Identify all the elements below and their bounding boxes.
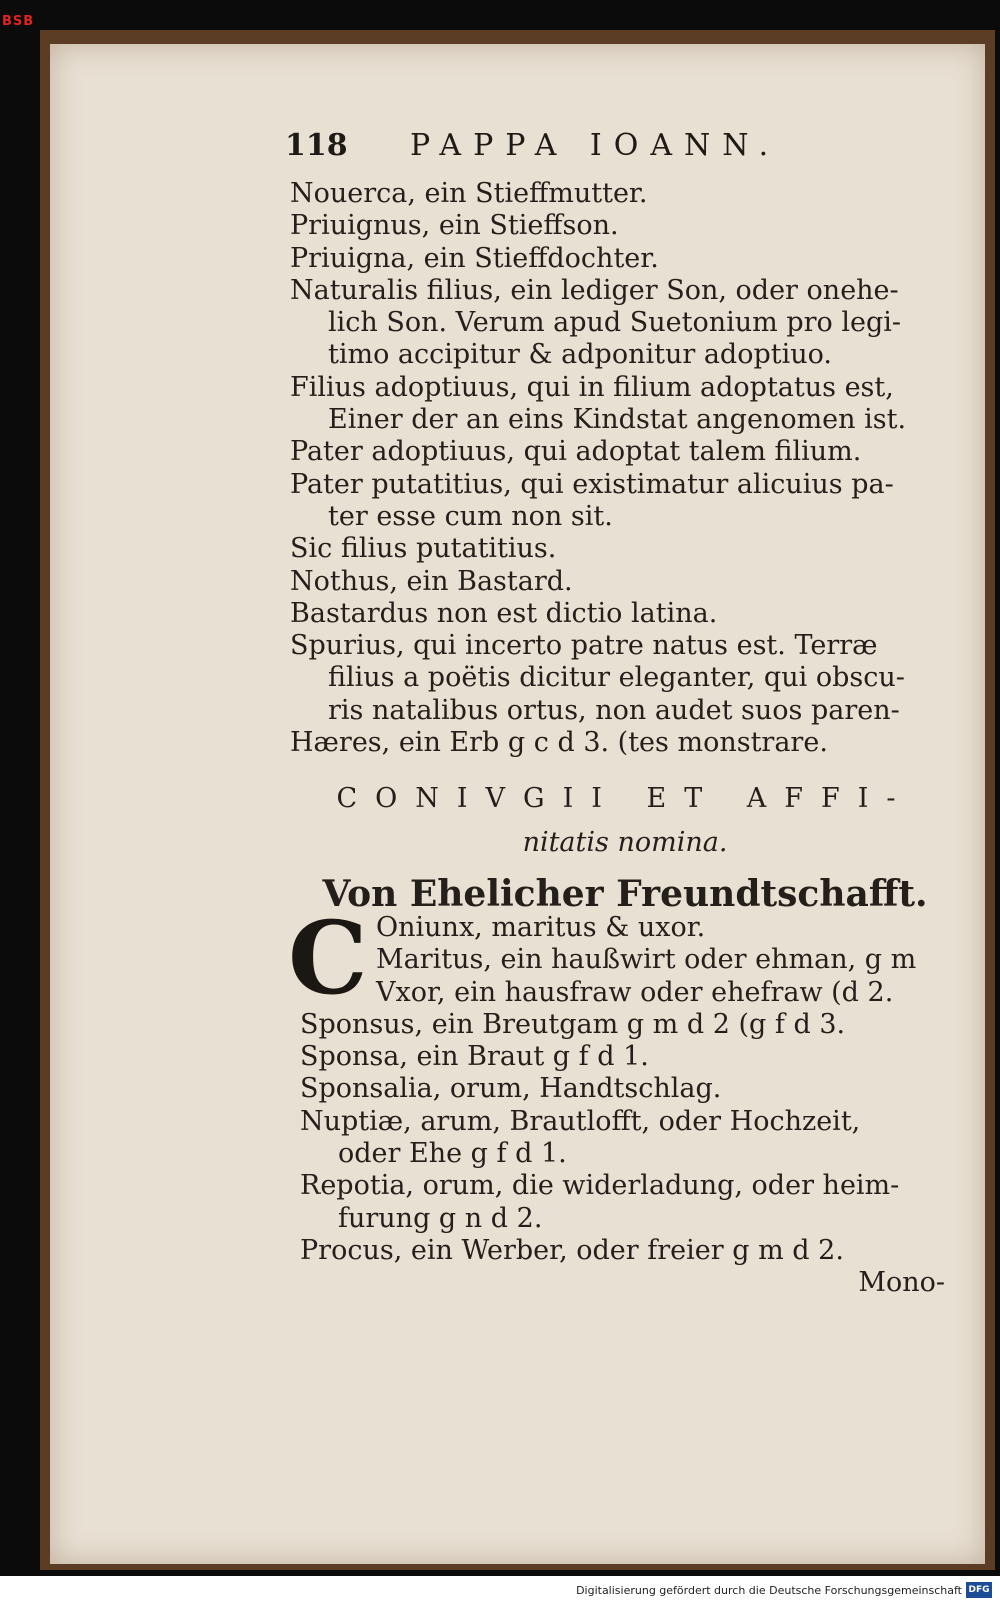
text-line: Pater putatitius, qui existimatur alicuius pa- [290,468,894,500]
text-line: furung g n d 2. [338,1202,543,1234]
text-line: Sponsus, ein Breutgam g m d 2 (g f d 3. [300,1008,846,1040]
text-line: Sic filius putatitius. [290,533,557,565]
text-line: Hæres, ein Erb g c d 3. (tes monstrare. [290,727,828,759]
text-line: lich Son. Verum apud Suetonium pro legi- [328,307,902,339]
running-title: PAPPA IOANN. [410,128,781,163]
text-line: Repotia, orum, die widerladung, oder heim- [300,1170,900,1202]
text-line: Priuignus, ein Stieffson. [290,210,619,242]
text-line: ris natalibus ortus, non audet suos paren- [328,694,900,726]
catchword: Mono- [858,1267,945,1299]
bsb-watermark: BSB [2,14,35,29]
section-german-heading: Von Ehelicher Freundtschafft. [322,873,928,915]
footer-credit: Digitalisierung gefördert durch die Deutsche Forschungsgemeinschaft [576,1584,962,1597]
text-line: Priuigna, ein Stieffdochter. [290,242,659,274]
text-line: oder Ehe g f d 1. [338,1138,567,1170]
text-line: Nuptiæ, arum, Brautlofft, oder Hochzeit, [300,1105,861,1137]
text-line: Einer der an eins Kindstat angenomen ist. [328,404,907,436]
page-number: 118 [285,128,348,163]
text-line: Naturalis filius, ein lediger Son, oder onehe- [290,274,899,306]
text-line: Procus, ein Werber, oder freier g m d 2. [300,1234,844,1266]
section-title: CONIVGII ET AFFI- [336,783,914,814]
text-line: Bastardus non est dictio latina. [290,597,718,629]
text-line: Pater adoptiuus, qui adoptat talem filium. [290,436,862,468]
text-line: Nothus, ein Bastard. [290,565,573,597]
text-line: filius a poëtis dicitur eleganter, qui obscu- [328,662,905,694]
text-line: Sponsalia, orum, Handtschlag. [300,1073,722,1105]
text-line: Filius adoptiuus, qui in filium adoptatus est, [290,371,894,403]
text-line: Spurius, qui incerto patre natus est. Terræ [290,630,878,662]
text-line: Oniunx, maritus & uxor. [376,912,706,943]
text-line: Nouerca, ein Stieffmutter. [290,178,648,209]
text-line: timo accipitur & adponitur adoptiuo. [328,339,832,371]
section-heading-block [290,783,960,925]
section-subtitle: nitatis nomina. [522,827,728,858]
dfg-logo: DFG [966,1582,992,1598]
page-header [285,128,845,168]
body-text [290,178,960,759]
footer-bar [0,1576,1000,1606]
text-line: Sponsa, ein Braut g f d 1. [300,1041,649,1073]
text-line: Maritus, ein haußwirt oder ehman, g m [376,944,917,976]
text-line: ter esse cum non sit. [328,500,613,532]
drop-cap: C [288,899,368,1017]
text-line: Vxor, ein hausfraw oder ehefraw (d 2. [376,976,894,1008]
section-text [300,912,960,1300]
